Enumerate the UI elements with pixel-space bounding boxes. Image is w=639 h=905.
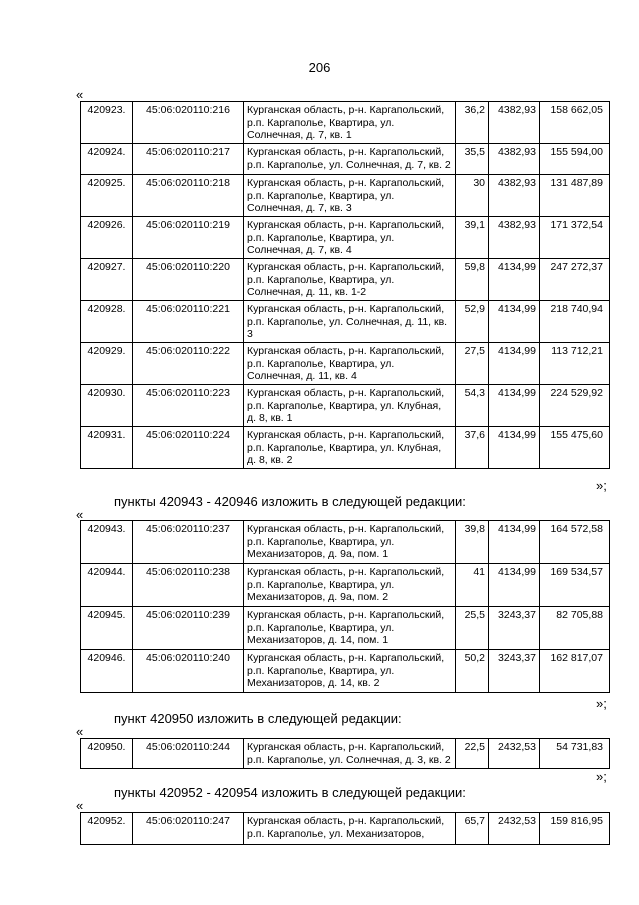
table-row bbox=[81, 385, 610, 427]
row-number-cell: 420927. bbox=[81, 259, 133, 301]
open-quote: « bbox=[76, 724, 84, 739]
page-number: 206 bbox=[308, 60, 331, 75]
cadastral-number-cell: 45:06:020110:223 bbox=[133, 385, 244, 427]
table-row bbox=[81, 301, 610, 343]
unit-price-cell: 4134,99 bbox=[489, 427, 540, 469]
table-row bbox=[81, 607, 610, 650]
table-row bbox=[81, 343, 610, 385]
open-quote: « bbox=[76, 507, 84, 522]
address-cell: Курганская область, р-н. Каргапольский, р.п. Каргаполье, ул. Солнечная, д. 11, кв. 3 bbox=[244, 301, 456, 343]
total-value-cell: 155 594,00 bbox=[540, 144, 610, 175]
area-value-cell: 59,8 bbox=[456, 259, 489, 301]
total-value-cell: 164 572,58 bbox=[540, 521, 610, 564]
close-quote: »; bbox=[596, 696, 607, 711]
table-2-body bbox=[81, 521, 610, 693]
total-value-cell: 113 712,21 bbox=[540, 343, 610, 385]
unit-price-cell: 3243,37 bbox=[489, 607, 540, 650]
table-row bbox=[81, 217, 610, 259]
total-value-cell: 155 475,60 bbox=[540, 427, 610, 469]
table-row bbox=[81, 144, 610, 175]
row-number-cell: 420950. bbox=[81, 739, 133, 769]
row-number-cell: 420926. bbox=[81, 217, 133, 259]
cadastral-number-cell: 45:06:020110:224 bbox=[133, 427, 244, 469]
table-row bbox=[81, 259, 610, 301]
cadastral-number-cell: 45:06:020110:218 bbox=[133, 175, 244, 217]
cadastral-number-cell: 45:06:020110:216 bbox=[133, 102, 244, 144]
address-cell: Курганская область, р-н. Каргапольский, р.п. Каргаполье, Квартира, ул. Клубная, д. 8, кв. 1 bbox=[244, 385, 456, 427]
unit-price-cell: 4382,93 bbox=[489, 175, 540, 217]
row-number-cell: 420929. bbox=[81, 343, 133, 385]
open-quote: « bbox=[76, 87, 84, 102]
table-3-body bbox=[81, 739, 610, 769]
row-number-cell: 420923. bbox=[81, 102, 133, 144]
open-quote: « bbox=[76, 798, 84, 813]
area-value-cell: 22,5 bbox=[456, 739, 489, 769]
address-cell: Курганская область, р-н. Каргапольский, р.п. Каргаполье, Квартира, ул. Солнечная, д. 7, кв. 3 bbox=[244, 175, 456, 217]
area-value-cell: 39,1 bbox=[456, 217, 489, 259]
unit-price-cell: 4134,99 bbox=[489, 301, 540, 343]
table-row bbox=[81, 739, 610, 769]
row-number-cell: 420931. bbox=[81, 427, 133, 469]
address-cell: Курганская область, р-н. Каргапольский, р.п. Каргаполье, Квартира, ул. Механизаторов, д. 9а, пом. 1 bbox=[244, 521, 456, 564]
table-1 bbox=[80, 101, 610, 469]
row-number-cell: 420944. bbox=[81, 564, 133, 607]
table-2 bbox=[80, 520, 610, 693]
total-value-cell: 82 705,88 bbox=[540, 607, 610, 650]
cadastral-number-cell: 45:06:020110:244 bbox=[133, 739, 244, 769]
unit-price-cell: 4382,93 bbox=[489, 102, 540, 144]
total-value-cell: 171 372,54 bbox=[540, 217, 610, 259]
row-number-cell: 420928. bbox=[81, 301, 133, 343]
table-row bbox=[81, 521, 610, 564]
address-cell: Курганская область, р-н. Каргапольский, р.п. Каргаполье, Квартира, ул. Клубная, д. 8, кв. 2 bbox=[244, 427, 456, 469]
unit-price-cell: 4134,99 bbox=[489, 259, 540, 301]
address-cell: Курганская область, р-н. Каргапольский, р.п. Каргаполье, Квартира, ул. Солнечная, д. 7, кв. 1 bbox=[244, 102, 456, 144]
row-number-cell: 420946. bbox=[81, 650, 133, 693]
cadastral-number-cell: 45:06:020110:240 bbox=[133, 650, 244, 693]
address-cell: Курганская область, р-н. Каргапольский, р.п. Каргаполье, Квартира, ул. Солнечная, д. 11, кв. 4 bbox=[244, 343, 456, 385]
address-cell: Курганская область, р-н. Каргапольский, р.п. Каргаполье, Квартира, ул. Механизаторов, д. 14, кв. 2 bbox=[244, 650, 456, 693]
address-cell: Курганская область, р-н. Каргапольский, р.п. Каргаполье, Квартира, ул. Солнечная, д. 11, кв. 1-2 bbox=[244, 259, 456, 301]
address-cell: Курганская область, р-н. Каргапольский, р.п. Каргаполье, ул. Солнечная, д. 3, кв. 2 bbox=[244, 739, 456, 769]
unit-price-cell: 4382,93 bbox=[489, 144, 540, 175]
unit-price-cell: 2432,53 bbox=[489, 813, 540, 845]
cadastral-number-cell: 45:06:020110:217 bbox=[133, 144, 244, 175]
total-value-cell: 131 487,89 bbox=[540, 175, 610, 217]
table-row bbox=[81, 813, 610, 845]
paragraph-2: пункт 420950 изложить в следующей редакции: bbox=[114, 711, 402, 726]
area-value-cell: 41 bbox=[456, 564, 489, 607]
row-number-cell: 420943. bbox=[81, 521, 133, 564]
table-4-body bbox=[81, 813, 610, 845]
table-1-body bbox=[81, 102, 610, 469]
row-number-cell: 420952. bbox=[81, 813, 133, 845]
unit-price-cell: 4382,93 bbox=[489, 217, 540, 259]
unit-price-cell: 4134,99 bbox=[489, 521, 540, 564]
table-row bbox=[81, 175, 610, 217]
cadastral-number-cell: 45:06:020110:220 bbox=[133, 259, 244, 301]
cadastral-number-cell: 45:06:020110:221 bbox=[133, 301, 244, 343]
address-cell: Курганская область, р-н. Каргапольский, р.п. Каргаполье, Квартира, ул. Механизаторов, д. 14, пом. 1 bbox=[244, 607, 456, 650]
unit-price-cell: 4134,99 bbox=[489, 564, 540, 607]
total-value-cell: 54 731,83 bbox=[540, 739, 610, 769]
area-value-cell: 39,8 bbox=[456, 521, 489, 564]
address-cell: Курганская область, р-н. Каргапольский, р.п. Каргаполье, Квартира, ул. Механизаторов, д. 9а, пом. 2 bbox=[244, 564, 456, 607]
address-cell: Курганская область, р-н. Каргапольский, р.п. Каргаполье, Квартира, ул. Солнечная, д. 7, кв. 4 bbox=[244, 217, 456, 259]
area-value-cell: 36,2 bbox=[456, 102, 489, 144]
table-4 bbox=[80, 812, 610, 845]
unit-price-cell: 2432,53 bbox=[489, 739, 540, 769]
close-quote: »; bbox=[596, 769, 607, 784]
row-number-cell: 420925. bbox=[81, 175, 133, 217]
cadastral-number-cell: 45:06:020110:219 bbox=[133, 217, 244, 259]
address-cell: Курганская область, р-н. Каргапольский, р.п. Каргаполье, ул. Механизаторов, bbox=[244, 813, 456, 845]
total-value-cell: 159 816,95 bbox=[540, 813, 610, 845]
paragraph-1: пункты 420943 - 420946 изложить в следующей редакции: bbox=[114, 494, 466, 509]
area-value-cell: 37,6 bbox=[456, 427, 489, 469]
row-number-cell: 420930. bbox=[81, 385, 133, 427]
total-value-cell: 247 272,37 bbox=[540, 259, 610, 301]
cadastral-number-cell: 45:06:020110:239 bbox=[133, 607, 244, 650]
area-value-cell: 54,3 bbox=[456, 385, 489, 427]
row-number-cell: 420945. bbox=[81, 607, 133, 650]
table-3 bbox=[80, 738, 610, 769]
cadastral-number-cell: 45:06:020110:247 bbox=[133, 813, 244, 845]
unit-price-cell: 4134,99 bbox=[489, 385, 540, 427]
area-value-cell: 35,5 bbox=[456, 144, 489, 175]
area-value-cell: 52,9 bbox=[456, 301, 489, 343]
row-number-cell: 420924. bbox=[81, 144, 133, 175]
total-value-cell: 162 817,07 bbox=[540, 650, 610, 693]
area-value-cell: 25,5 bbox=[456, 607, 489, 650]
area-value-cell: 65,7 bbox=[456, 813, 489, 845]
area-value-cell: 30 bbox=[456, 175, 489, 217]
total-value-cell: 169 534,57 bbox=[540, 564, 610, 607]
table-row bbox=[81, 650, 610, 693]
unit-price-cell: 3243,37 bbox=[489, 650, 540, 693]
unit-price-cell: 4134,99 bbox=[489, 343, 540, 385]
cadastral-number-cell: 45:06:020110:238 bbox=[133, 564, 244, 607]
total-value-cell: 218 740,94 bbox=[540, 301, 610, 343]
address-cell: Курганская область, р-н. Каргапольский, р.п. Каргаполье, ул. Солнечная, д. 7, кв. 2 bbox=[244, 144, 456, 175]
area-value-cell: 27,5 bbox=[456, 343, 489, 385]
paragraph-3: пункты 420952 - 420954 изложить в следующей редакции: bbox=[114, 785, 466, 800]
total-value-cell: 158 662,05 bbox=[540, 102, 610, 144]
table-row bbox=[81, 102, 610, 144]
area-value-cell: 50,2 bbox=[456, 650, 489, 693]
table-row bbox=[81, 427, 610, 469]
cadastral-number-cell: 45:06:020110:222 bbox=[133, 343, 244, 385]
table-row bbox=[81, 564, 610, 607]
close-quote: »; bbox=[596, 478, 607, 493]
total-value-cell: 224 529,92 bbox=[540, 385, 610, 427]
cadastral-number-cell: 45:06:020110:237 bbox=[133, 521, 244, 564]
